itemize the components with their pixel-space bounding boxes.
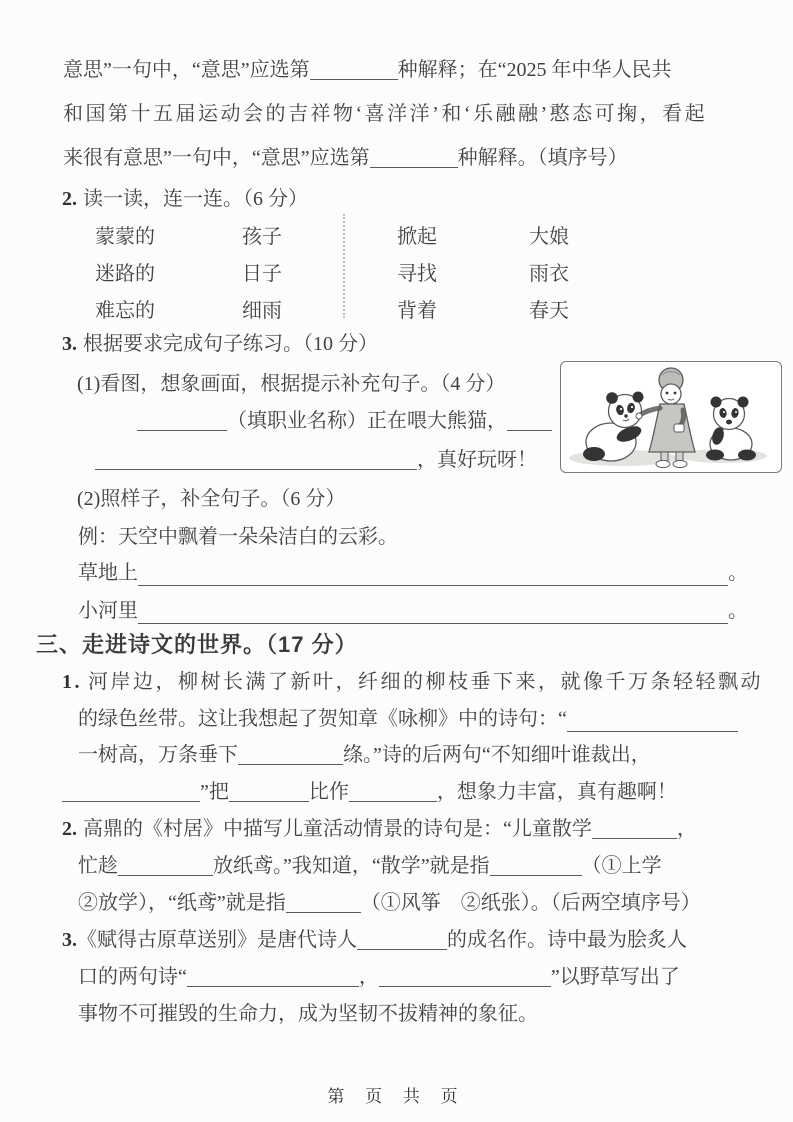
answer-blank	[286, 892, 361, 913]
s3-q1-text: ”把	[200, 781, 229, 803]
match-cell: 背着	[397, 300, 437, 322]
q1-text: 和国第十五届运动会的吉祥物‘喜洋洋’和‘乐融融’憨态可掬，看起	[63, 103, 708, 125]
q1-line-3	[63, 145, 628, 171]
s3-q1-line-3	[78, 742, 651, 768]
match-cell: 春天	[529, 300, 569, 322]
s3-q2-line-2	[78, 853, 662, 879]
sentence-starter: 草地上	[78, 562, 138, 584]
match-cell: 大娘	[529, 226, 569, 248]
s3-q2-line-1	[62, 816, 697, 842]
answer-blank	[357, 929, 447, 950]
answer-blank	[507, 410, 552, 431]
match-cell: 孩子	[242, 226, 282, 248]
s3-q3-number: 3.	[62, 929, 77, 951]
q1-line-2	[63, 101, 707, 127]
answer-blank	[592, 818, 677, 839]
s3-q2-text: 放纸鸢。”我知道，“散学”就是指	[213, 855, 490, 877]
q1-text: 种解释。（填序号）	[457, 147, 628, 169]
s3-q2-text: 忙趁	[78, 855, 118, 877]
s3-q2-text: （①上学	[581, 855, 662, 877]
period: 。	[728, 600, 748, 622]
q3-number: 3.	[62, 333, 77, 355]
q3-sub1-line-1	[137, 408, 552, 434]
match-cell: 寻找	[397, 263, 437, 285]
q3-sub2-example	[78, 524, 398, 550]
answer-blank	[370, 147, 458, 168]
s3-q3-line-2	[78, 964, 680, 990]
s3-q3-text: 《赋得古原草送别》是唐代诗人	[77, 929, 357, 951]
s3-q2-text: 高鼎的《村居》中描写儿童活动情景的诗句是：“儿童散学	[83, 818, 592, 840]
match-cell: 日子	[242, 263, 282, 285]
s3-q3-line-1	[62, 927, 687, 953]
s3-q2-line-3	[78, 890, 701, 916]
sentence-starter: 小河里	[78, 600, 138, 622]
s3-q2-number: 2.	[62, 818, 77, 840]
q3-sub1-text: （填职业名称）正在喂大熊猫，	[227, 410, 507, 432]
answer-blank	[379, 966, 551, 987]
q3-sub1-title: (1)看图，想象画面，根据提示补充句子。（4 分）	[77, 373, 506, 395]
q1-text: 来很有意思”一句中，“意思”应选第	[63, 147, 370, 169]
s3-q1-line-2	[78, 706, 738, 732]
q1-text: 种解释；在“2025 年中华人民共	[397, 59, 672, 81]
answer-blank	[238, 744, 343, 765]
s3-q1-text: 一树高，万条垂下	[78, 744, 238, 766]
s3-q1-line-4	[62, 779, 677, 805]
q1-line-1	[63, 57, 672, 83]
match-cell: 细雨	[242, 300, 282, 322]
answer-blank	[349, 781, 437, 802]
matching-exercise	[95, 220, 655, 331]
answer-blank	[490, 855, 582, 876]
answer-blank	[187, 966, 359, 987]
q2-heading	[62, 186, 308, 212]
q3-sub2-title: (2)照样子，补全句子。（6 分）	[77, 488, 346, 510]
answer-blank	[567, 711, 738, 732]
s3-q2-text: ，	[676, 818, 697, 840]
s3-q1-number: 1.	[62, 671, 82, 693]
page-footer-text: 第 页 共 页	[327, 1087, 466, 1106]
example-sentence: 例：天空中飘着一朵朵洁白的云彩。	[78, 526, 398, 548]
section-title: 三、走进诗文的世界。（17 分）	[36, 632, 358, 657]
q3-sub1-text: ，真好玩呀！	[417, 449, 537, 471]
s3-q1-text: 的绿色丝带。这让我想起了贺知章《咏柳》中的诗句：“	[78, 708, 567, 730]
s3-q2-text: ②放学），“纸鸢”就是指	[78, 892, 286, 914]
match-cell: 迷路的	[95, 263, 155, 285]
answer-blank	[137, 410, 227, 431]
s3-q1-line-1	[62, 669, 763, 695]
q2-title: 读一读，连一连。（6 分）	[83, 188, 308, 210]
q3-heading	[62, 331, 378, 357]
matching-divider-line	[343, 214, 345, 318]
q1-text: 意思”一句中，“意思”应选第	[63, 59, 310, 81]
answer-blank	[138, 603, 728, 624]
answer-blank	[229, 781, 309, 802]
q3-sub1-line-2	[95, 447, 537, 473]
panda-feeding-illustration	[561, 362, 780, 471]
s3-q3-line-3	[78, 1001, 538, 1027]
answer-blank	[62, 781, 200, 802]
answer-blank	[138, 565, 728, 586]
period: 。	[728, 562, 748, 584]
q3-sub2-heading	[77, 486, 345, 512]
s3-q3-text: 口的两句诗“	[78, 966, 187, 988]
s3-q3-text: ”以野草写出了	[550, 966, 680, 988]
match-cell: 雨衣	[529, 263, 569, 285]
illustration-frame	[560, 361, 782, 473]
s3-q1-text: ，想象力丰富，真有趣啊！	[436, 781, 677, 803]
answer-blank	[95, 449, 417, 470]
q2-number: 2.	[62, 188, 77, 210]
q3-sub2-line-2	[78, 598, 748, 624]
s3-q2-text: （①风筝 ②纸张）。（后两空填序号）	[360, 892, 701, 914]
match-cell: 难忘的	[95, 300, 155, 322]
q3-sub1-heading	[77, 371, 505, 397]
page-footer	[0, 1082, 793, 1107]
answer-blank	[310, 59, 398, 80]
s3-q1-text: 比作	[308, 781, 349, 803]
s3-q3-text: 事物不可摧毁的生命力，成为坚韧不拔精神的象征。	[78, 1003, 538, 1025]
q3-title: 根据要求完成句子练习。（10 分）	[83, 333, 378, 355]
match-cell: 蒙蒙的	[95, 226, 155, 248]
section-three-heading	[36, 632, 358, 658]
s3-q1-text: 绦。”诗的后两句“不知细叶谁裁出，	[343, 744, 651, 766]
s3-q3-text: ，	[358, 966, 379, 988]
s3-q3-text: 的成名作。诗中最为脍炙人	[447, 929, 687, 951]
q3-sub2-line-1	[78, 560, 748, 586]
answer-blank	[118, 855, 213, 876]
s3-q1-text: 河岸边，柳树长满了新叶，纤细的柳枝垂下来，就像千万条轻轻飘动	[88, 671, 763, 693]
match-cell: 掀起	[397, 226, 437, 248]
